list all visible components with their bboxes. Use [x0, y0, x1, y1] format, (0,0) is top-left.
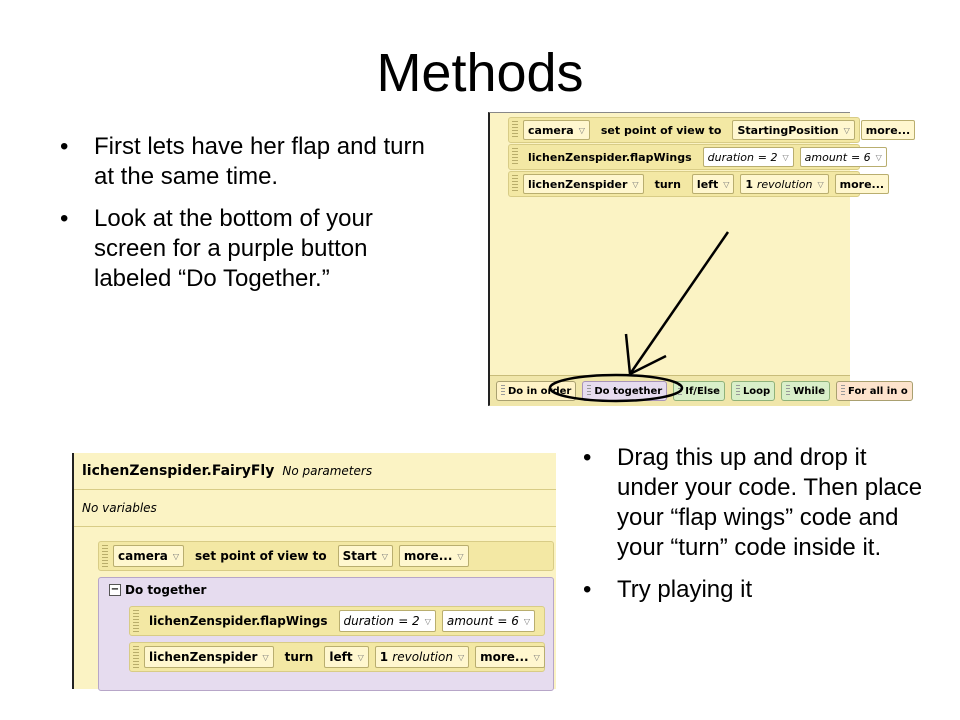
camera-statement[interactable] — [508, 117, 911, 143]
while-button[interactable]: While — [781, 381, 830, 401]
dropdown-icon[interactable]: ▽ — [782, 152, 789, 162]
dropdown-icon[interactable]: ▽ — [817, 179, 824, 189]
slide-title: Methods — [376, 43, 584, 103]
drag-handle[interactable] — [133, 646, 139, 668]
more-button[interactable]: more... — [861, 120, 915, 140]
flapwings-statement[interactable] — [508, 144, 882, 170]
amount-tile[interactable]: 1 revolution ▽ — [375, 646, 469, 668]
dropdown-icon[interactable]: ▽ — [875, 152, 882, 162]
variables-row: No variables — [74, 490, 556, 527]
control-bar — [490, 375, 908, 406]
method-label: lichenZenspider.flapWings — [149, 614, 328, 628]
object-tile[interactable]: lichenZenspider ▽ — [144, 646, 274, 668]
amount-param[interactable]: amount = 6 ▽ — [800, 147, 887, 167]
object-tile[interactable]: lichenZenspider ▽ — [523, 174, 644, 194]
argument-tile[interactable]: Start ▽ — [338, 545, 393, 567]
code-editor-screenshot-top — [488, 112, 911, 406]
more-button[interactable]: more... ▽ — [399, 545, 469, 567]
if-else-button[interactable]: If/Else — [673, 381, 725, 401]
method-header — [74, 453, 556, 490]
object-tile[interactable]: camera ▽ — [523, 120, 590, 140]
direction-tile[interactable]: left ▽ — [324, 646, 368, 668]
dropdown-icon[interactable]: ▽ — [424, 616, 431, 626]
dropdown-icon[interactable]: ▽ — [381, 551, 388, 561]
bullet-item: • Drag this up and drop it under your code. Then place your “flap wings” code and your “turn” code inside it. — [583, 443, 933, 563]
do-together-label: Do together — [125, 583, 207, 597]
bullet-item: • Try playing it — [583, 575, 933, 605]
dropdown-icon[interactable]: ▽ — [843, 125, 850, 135]
drag-handle[interactable] — [512, 175, 518, 193]
do-together-button[interactable]: Do together — [582, 381, 667, 401]
method-name: lichenZenspider.FairyFly — [82, 463, 275, 479]
drag-handle[interactable] — [512, 148, 518, 166]
bullet-list-right — [583, 443, 933, 617]
do-together-header — [109, 583, 206, 597]
amount-param[interactable]: amount = 6 ▽ — [442, 610, 535, 632]
more-button[interactable]: more... — [835, 174, 889, 194]
for-all-in-order-button[interactable]: For all in o — [836, 381, 913, 401]
dropdown-icon[interactable]: ▽ — [578, 125, 585, 135]
more-button[interactable]: more... ▽ — [475, 646, 545, 668]
code-editor-screenshot-bottom — [72, 453, 556, 689]
dropdown-icon[interactable]: ▽ — [172, 551, 180, 561]
do-in-order-button[interactable]: Do in order — [496, 381, 576, 401]
bullet-item: • Look at the bottom of your screen for a purple button labeled “Do Together.” — [60, 204, 440, 294]
method-params: No parameters — [282, 464, 373, 478]
dropdown-icon[interactable]: ▽ — [723, 179, 730, 189]
argument-tile[interactable]: StartingPosition ▽ — [732, 120, 854, 140]
collapse-icon[interactable]: − — [110, 584, 120, 595]
drag-handle[interactable] — [133, 610, 139, 632]
dropdown-icon[interactable]: ▽ — [357, 652, 364, 662]
direction-tile[interactable]: left ▽ — [692, 174, 734, 194]
turn-statement[interactable] — [508, 171, 885, 197]
loop-button[interactable]: Loop — [731, 381, 775, 401]
method-label: set point of view to — [600, 123, 722, 137]
flapwings-statement[interactable] — [129, 606, 545, 636]
bullet-list-left — [60, 132, 440, 306]
bullet-item: • First lets have her flap and turn at the same time. — [60, 132, 440, 192]
dropdown-icon[interactable]: ▽ — [632, 179, 639, 189]
do-together-block[interactable] — [98, 577, 554, 691]
duration-param[interactable]: duration = 2 ▽ — [339, 610, 436, 632]
dropdown-icon[interactable]: ▽ — [457, 551, 464, 561]
dropdown-icon[interactable]: ▽ — [457, 652, 465, 662]
method-label: turn — [284, 650, 314, 664]
duration-param[interactable]: duration = 2 ▽ — [703, 147, 794, 167]
object-tile[interactable]: camera ▽ — [113, 545, 184, 567]
drag-handle[interactable] — [512, 121, 518, 139]
dropdown-icon[interactable]: ▽ — [533, 652, 540, 662]
camera-statement[interactable] — [98, 541, 554, 571]
dropdown-icon[interactable]: ▽ — [523, 616, 531, 626]
method-label: set point of view to — [195, 549, 327, 563]
turn-statement[interactable] — [129, 642, 545, 672]
amount-tile[interactable]: 1 revolution ▽ — [740, 174, 828, 194]
drag-handle[interactable] — [102, 545, 108, 567]
method-label: turn — [654, 177, 681, 191]
method-label: lichenZenspider.flapWings — [528, 150, 692, 164]
dropdown-icon[interactable]: ▽ — [262, 652, 269, 662]
